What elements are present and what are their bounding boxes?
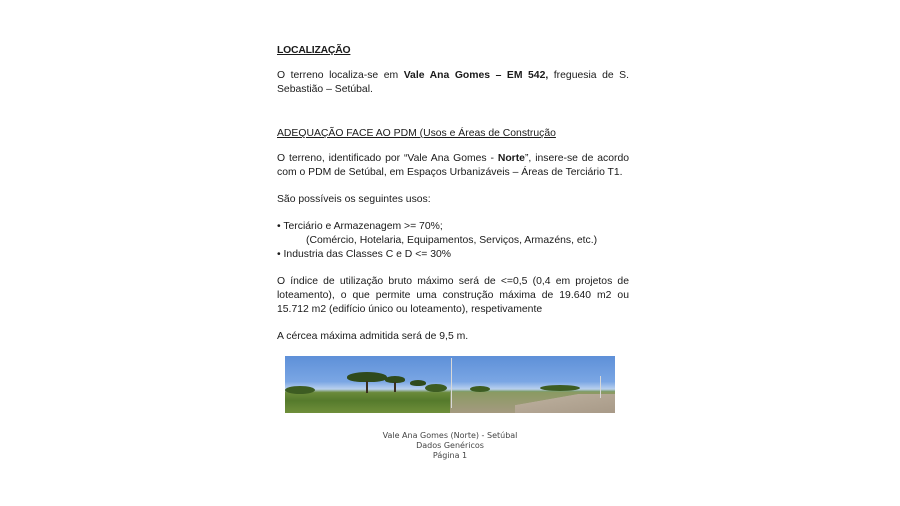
list-item-detail: (Comércio, Hotelaria, Equipamentos, Serviços, Armazéns, etc.) (306, 235, 598, 246)
cercea-paragraph: A cércea máxima admitida será de 9,5 m. (277, 331, 469, 342)
list-item: • Industria das Classes C e D <= 30% (277, 249, 452, 260)
footer-title: Vale Ana Gomes (Norte) - Setúbal (382, 431, 518, 440)
pdm-text-pre: O terreno, identificado por “Vale Ana Gomes - (277, 153, 498, 164)
pdm-text-post: ”, insere-se de acordo com o PDM de Setúbal, em Espaços Urbanizáveis – Áreas de Terciário T1. (277, 153, 630, 178)
uses-intro: São possíveis os seguintes usos: (277, 194, 431, 205)
heading-localizacao: LOCALIZAÇÃO (277, 45, 351, 56)
list-item: • Terciário e Armazenagem >= 70%; (277, 221, 443, 232)
heading-adequacao-pdm: ADEQUAÇÃO FACE AO PDM (Usos e Áreas de Construção (277, 128, 556, 139)
document-body (277, 44, 629, 344)
location-paragraph (277, 69, 629, 97)
location-text-pre: O terreno localiza-se em (277, 70, 404, 81)
land-photo (285, 356, 615, 413)
footer-subtitle: Dados Genéricos (416, 441, 484, 450)
index-paragraph: O índice de utilização bruto máximo será de <=0,5 (0,4 em projetos de loteamento), o que permite uma construção máxima de 19.640 m2 ou 15.712 m2 (edifício único ou loteamento), respetivamente (277, 276, 629, 315)
page-footer (300, 431, 600, 461)
location-text-post: freguesia de S. Sebastião – Setúbal. (277, 70, 629, 95)
pdm-paragraph (277, 152, 629, 180)
page-number: Página 1 (432, 451, 468, 460)
pdm-text-bold: Norte (497, 153, 525, 164)
uses-list (277, 220, 629, 262)
location-text-bold: Vale Ana Gomes – EM 542, (403, 70, 549, 81)
